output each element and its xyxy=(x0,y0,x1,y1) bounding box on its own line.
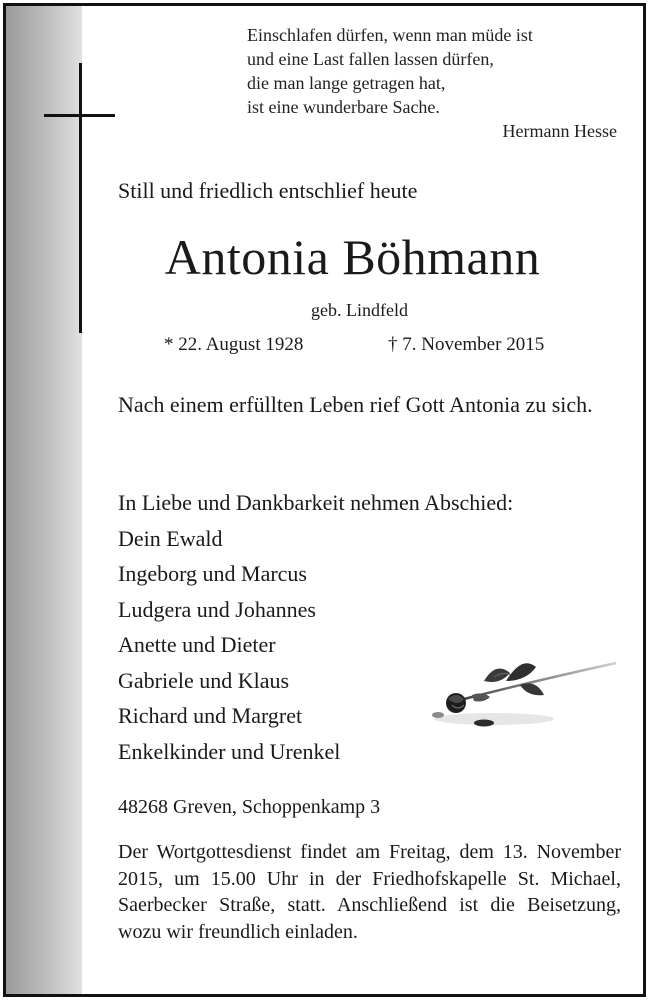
mourner-item: Dein Ewald xyxy=(118,525,223,551)
quote-block xyxy=(247,23,617,143)
mourner-item: Ingeborg und Marcus xyxy=(118,561,307,586)
birth-date: * 22. August 1928 xyxy=(164,334,304,355)
memorial-sentence: Nach einem erfüllten Leben rief Gott Antonia zu sich. xyxy=(118,392,593,417)
life-dates xyxy=(164,334,545,356)
rose-icon xyxy=(424,651,624,731)
side-band xyxy=(6,6,82,994)
quote-line: ist eine wunderbare Sache. xyxy=(247,97,440,117)
quote-line: die man lange getragen hat, xyxy=(247,73,446,93)
farewell-heading: In Liebe und Dankbarkeit nehmen Abschied: xyxy=(118,490,514,515)
quote-author: Hermann Hesse xyxy=(502,121,617,141)
intro-text: Still und friedlich entschlief heute xyxy=(118,178,418,203)
deceased-name: Antonia Böhmann xyxy=(164,229,541,285)
service-info: Der Wortgottesdienst findet am Freitag, dem 13. November 2015, um 15.00 Uhr in der Friedhofskapelle St. Michael, Saerbecker Straße, statt. Anschließend ist die Beisetzung, wozu wir freundlich einladen. xyxy=(118,841,621,943)
quote-line: Einschlafen dürfen, wenn man müde ist xyxy=(247,25,533,45)
mourner-item: Gabriele und Klaus xyxy=(118,667,290,693)
death-date: † 7. November 2015 xyxy=(388,334,545,355)
mourner-item: Anette und Dieter xyxy=(118,632,276,657)
quote-line: und eine Last fallen lassen dürfen, xyxy=(247,49,494,69)
address: 48268 Greven, Schoppenkamp 3 xyxy=(118,796,381,818)
obituary-notice xyxy=(3,3,646,997)
mourner-item: Ludgera und Johannes xyxy=(118,596,316,622)
mourner-item: Enkelkinder und Urenkel xyxy=(118,738,341,764)
born-name: geb. Lindfeld xyxy=(311,300,408,320)
mourner-item: Richard und Margret xyxy=(118,703,303,728)
